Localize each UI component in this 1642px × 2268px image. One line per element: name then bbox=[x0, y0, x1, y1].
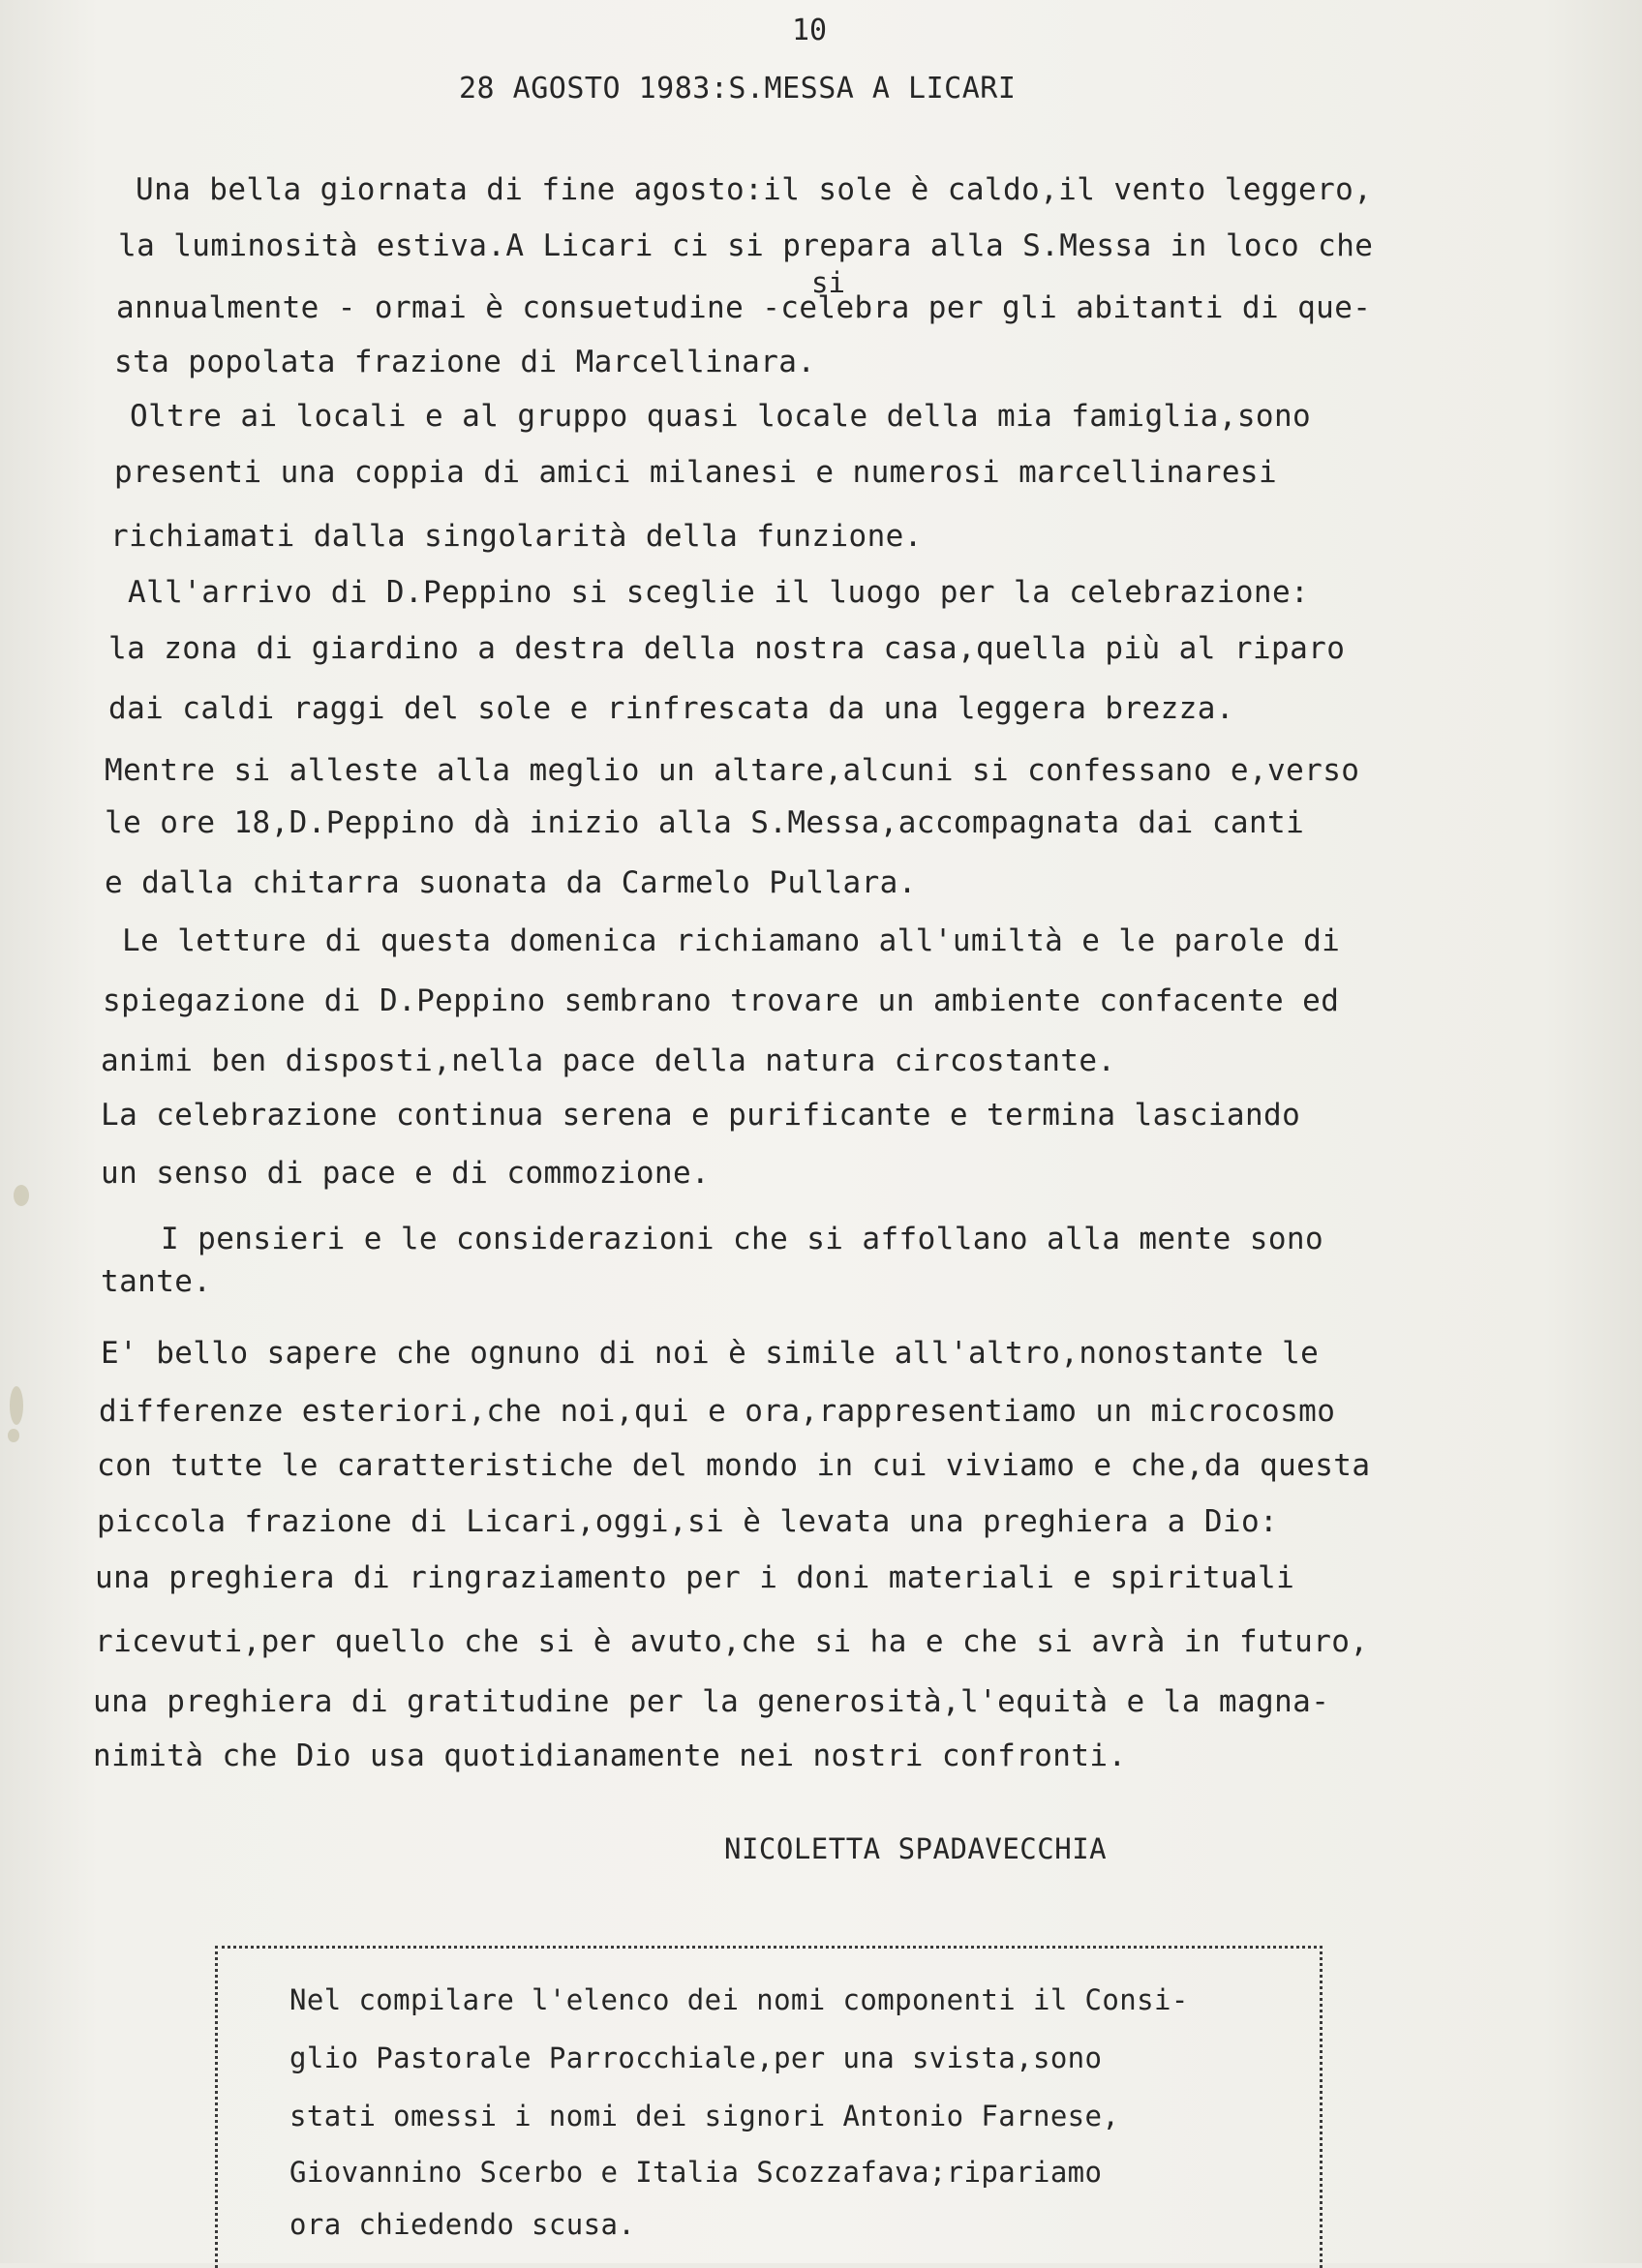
body-line: e dalla chitarra suonata da Carmelo Pullara. bbox=[105, 865, 917, 900]
body-line: con tutte le caratteristiche del mondo in cui viviamo e che,da questa bbox=[97, 1448, 1371, 1483]
body-line: Mentre si alleste alla meglio un altare,alcuni si confessano e,verso bbox=[105, 753, 1360, 788]
errata-notice-box bbox=[215, 1946, 1323, 2268]
body-line: ricevuti,per quello che si è avuto,che si ha e che si avrà in futuro, bbox=[95, 1624, 1369, 1659]
body-line: presenti una coppia di amici milanesi e numerosi marcellinaresi bbox=[114, 455, 1278, 490]
body-line: nimità che Dio usa quotidianamente nei nostri confronti. bbox=[93, 1739, 1127, 1773]
body-line: Una bella giornata di fine agosto:il sole è caldo,il vento leggero, bbox=[136, 172, 1373, 207]
body-line: All'arrivo di D.Peppino si sceglie il luogo per la celebrazione: bbox=[128, 575, 1310, 610]
body-line: la zona di giardino a destra della nostra casa,quella più al riparo bbox=[108, 631, 1346, 666]
notice-line: Nel compilare l'elenco dei nomi componenti il Consi- bbox=[289, 1983, 1189, 2016]
paper-stain bbox=[8, 1429, 19, 1442]
body-line: animi ben disposti,nella pace della natura circostante. bbox=[101, 1043, 1116, 1078]
body-line: La celebrazione continua serena e purificante e termina lasciando bbox=[101, 1098, 1301, 1133]
body-line: piccola frazione di Licari,oggi,si è levata una preghiera a Dio: bbox=[97, 1504, 1279, 1539]
notice-line: ora chiedendo scusa. bbox=[289, 2208, 636, 2241]
page-number: 10 bbox=[792, 14, 828, 47]
body-line: differenze esteriori,che noi,qui e ora,rappresentiamo un microcosmo bbox=[99, 1394, 1336, 1429]
body-line: Oltre ai locali e al gruppo quasi locale della mia famiglia,sono bbox=[130, 399, 1312, 434]
body-line: I pensieri e le considerazioni che si affollano alla mente sono bbox=[161, 1222, 1324, 1256]
paper-stain bbox=[10, 1386, 23, 1425]
body-line: sta popolata frazione di Marcellinara. bbox=[114, 345, 816, 379]
inserted-word: si bbox=[811, 266, 845, 299]
body-line: un senso di pace e di commozione. bbox=[101, 1156, 711, 1191]
paper-stain bbox=[14, 1185, 29, 1206]
body-line: E' bello sapere che ognuno di noi è simile all'altro,nonostante le bbox=[101, 1336, 1320, 1371]
body-line: annualmente - ormai è consuetudine -celebra per gli abitanti di que- bbox=[116, 290, 1372, 325]
article-title: 28 AGOSTO 1983:S.MESSA A LICARI bbox=[459, 72, 1017, 106]
body-line: una preghiera di gratitudine per la generosità,l'equità e la magna- bbox=[93, 1684, 1330, 1719]
notice-line: Giovannino Scerbo e Italia Scozzafava;ripariamo bbox=[289, 2156, 1103, 2189]
body-line: spiegazione di D.Peppino sembrano trovare un ambiente confacente ed bbox=[103, 983, 1340, 1018]
body-line: Le letture di questa domenica richiamano all'umiltà e le parole di bbox=[122, 923, 1341, 958]
body-line: le ore 18,D.Peppino dà inizio alla S.Messa,accompagnata dai canti bbox=[105, 805, 1305, 840]
body-line: una preghiera di ringraziamento per i doni materiali e spirituali bbox=[95, 1560, 1295, 1595]
body-line: dai caldi raggi del sole e rinfrescata da una leggera brezza. bbox=[108, 691, 1234, 726]
notice-line: stati omessi i nomi dei signori Antonio Farnese, bbox=[289, 2100, 1120, 2132]
author-signature: NICOLETTA SPADAVECCHIA bbox=[724, 1832, 1108, 1865]
body-line: tante. bbox=[101, 1264, 212, 1299]
body-line: richiamati dalla singolarità della funzione. bbox=[110, 519, 923, 554]
body-line: la luminosità estiva.A Licari ci si prepara alla S.Messa in loco che bbox=[118, 228, 1374, 263]
notice-line: glio Pastorale Parrocchiale,per una svista,sono bbox=[289, 2041, 1103, 2074]
